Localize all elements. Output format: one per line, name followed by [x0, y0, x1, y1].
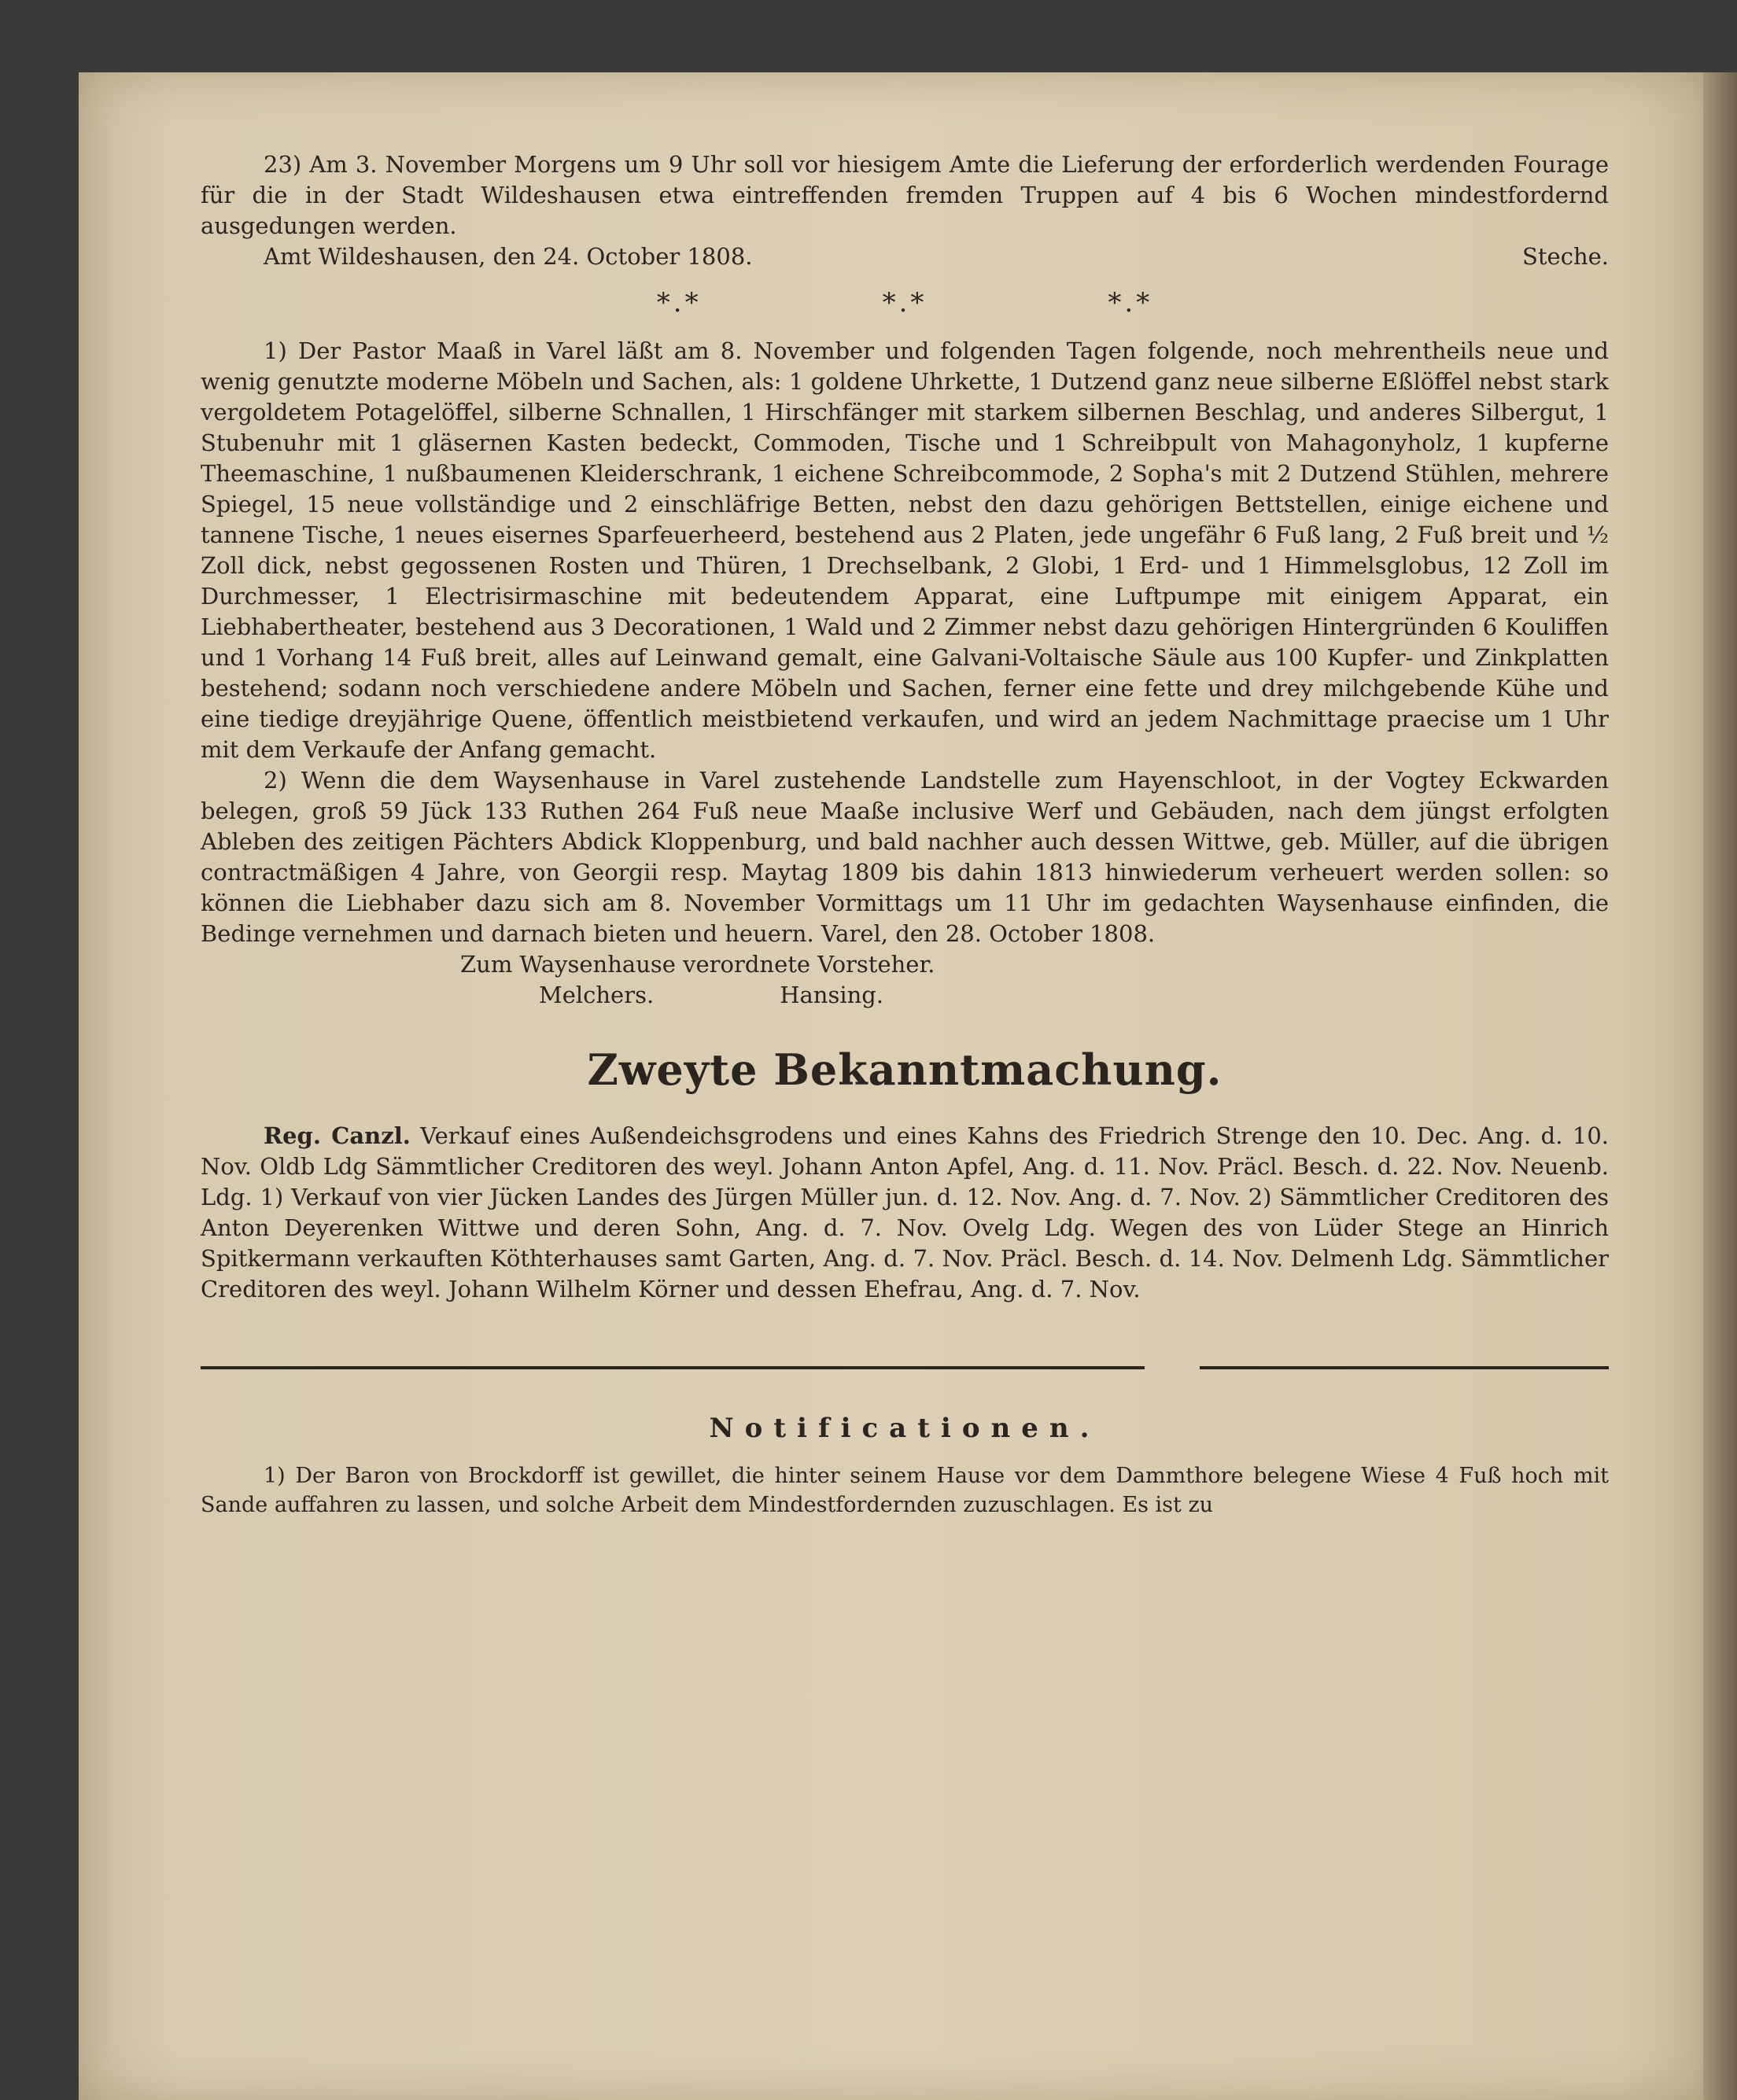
notice-23-footer	[201, 241, 1609, 272]
notice-23-place-date: Amt Wildeshausen, den 24. October 1808.	[264, 243, 753, 270]
asterism-separator	[201, 288, 1609, 319]
notice-23: 23) Am 3. November Morgens um 9 Uhr soll vor hiesigem Amte die Lieferung der erforderlich werdenden Fourage für die in der Stadt Wildeshausen etwa eintreffenden fremden Truppen auf 4 bis 6 Wochen mindestfordernd ausgedungen werden.	[201, 151, 1609, 239]
notification-1: 1) Der Baron von Brockdorff ist gewillet, die hinter seinem Hause vor dem Dammthore belegene Wiese 4 Fuß hoch mit Sande auffahren zu lassen, und solche Arbeit dem Mindestfordernden zuzuschlagen. Es ist zu	[201, 1464, 1609, 1517]
document-body	[201, 149, 1609, 1520]
signatories	[201, 980, 1609, 1011]
section-rule	[201, 1366, 1609, 1369]
signatory-name: Melchers.	[539, 982, 655, 1008]
second-notice-body: Verkauf eines Außendeichsgrodens und eines Kahns des Friedrich Strenge den 10. Dec. Ang. d. 10. Nov. Oldb Ldg Sämmtlicher Creditoren des weyl. Johann Anton Apfel, Ang. d. 11. Nov. Präcl. Besch. d. 22. Nov. Neuenb. Ldg. 1) Verkauf von vier Jücken Landes des Jürgen Müller jun. d. 12. Nov. Ang. d. 7. Nov. 2) Sämmtlicher Creditoren des Anton Deyerenken Wittwe und deren Sohn, Ang. d. 7. Nov. Ovelg Ldg. Wegen des von Lüder Stege an Hinrich Spitkermann verkauften Köthterhauses samt Garten, Ang. d. 7. Nov. Präcl. Besch. d. 14. Nov. Delmenh Ldg. Sämmtlicher Creditoren des weyl. Johann Wilhelm Körner und dessen Ehefrau, Ang. d. 7. Nov.	[201, 1122, 1610, 1302]
asterism: *.*	[1108, 287, 1153, 319]
signatories-title: Zum Waysenhause verordnete Vorsteher.	[460, 951, 935, 978]
book-spine	[1703, 72, 1737, 2100]
notice-item-2	[201, 765, 1609, 949]
notice-23-signature: Steche.	[1522, 243, 1609, 270]
rule-left	[201, 1366, 1145, 1369]
signatory-name: Hansing.	[780, 982, 884, 1008]
notifications-heading: Notificationen.	[709, 1413, 1101, 1444]
second-notice	[201, 1121, 1609, 1305]
notice-item-1: 1) Der Pastor Maaß in Varel läßt am 8. November und folgenden Tagen folgende, noch mehrentheils neue und wenig genutzte moderne Möbeln und Sachen, als: 1 goldene Uhrkette, 1 Dutzend ganz neue silberne Eßlöffel nebst stark vergoldetem Potagelöffel, silberne Schnallen, 1 Hirschfänger mit starkem silbernen Beschlag, und anderes Silbergut, 1 Stubenuhr mit 1 gläsernen Kasten bedeckt, Commoden, Tische und 1 Schreibpult von Mahagonyholz, 1 kupferne Theemaschine, 1 nußbaumenen Kleiderschrank, 1 eichene Schreibcommode, 2 Sopha's mit 2 Dutzend Stühlen, mehrere Spiegel, 15 neue vollständige und 2 einschläfrige Betten, nebst den dazu gehörigen Bettstellen, einige eichene und tannene Tische, 1 neues eisernes Sparfeuerheerd, bestehend aus 2 Platen, jede ungefähr 6 Fuß lang, 2 Fuß breit und ½ Zoll dick, nebst gegossenen Rosten und Thüren, 1 Drechselbank, 2 Globi, 1 Erd- und 1 Himmelsglobus, 12 Zoll im Durchmesser, 1 Electrisirmaschine mit bedeutendem Apparat, eine Luftpumpe mit einigem Apparat, ein Liebhabertheater, bestehend aus 3 Decorationen, 1 Wald und 2 Zimmer nebst dazu gehörigen Hintergründen 6 Kouliffen und 1 Vorhang 14 Fuß breit, alles auf Leinwand gemalt, eine Galvani-Voltaische Säule aus 100 Kupfer- und Zinkplatten bestehend; sodann noch verschiedene andere Möbeln und Sachen, ferner eine fette und drey milchgebende Kühe und eine tiedige dreyjährige Quene, öffentlich meistbietend verkaufen, und wird an jedem Nachmittage praecise um 1 Uhr mit dem Verkaufe der Anfang gemacht.	[201, 337, 1609, 763]
section-heading: Zweyte Bekanntmachung.	[587, 1044, 1223, 1095]
second-notice-label: Reg. Canzl.	[264, 1122, 411, 1149]
notice-item-2-place-date: Varel, den 28. October 1808.	[821, 920, 1156, 947]
notice-item-2-body: 2) Wenn die dem Waysenhause in Varel zustehende Landstelle zum Hayenschloot, in der Vogtey Eckwarden belegen, groß 59 Jück 133 Ruthen 264 Fuß neue Maaße inclusive Werf und Gebäuden, nach dem jüngst erfolgten Ableben des zeitigen Pächters Abdick Kloppenburg, und bald nachher auch dessen Wittwe, geb. Müller, auf die übrigen contractmäßigen 4 Jahre, von Georgii resp. Maytag 1809 bis dahin 1813 hinwiederum verheuert werden sollen: so können die Liebhaber dazu sich am 8. November Vormittags um 11 Uhr im gedachten Waysenhause einfinden, die Bedinge vernehmen und darnach bieten und heuern.	[201, 767, 1609, 947]
rule-right	[1200, 1366, 1609, 1369]
asterism: *.*	[882, 287, 928, 319]
asterism: *.*	[656, 287, 702, 319]
